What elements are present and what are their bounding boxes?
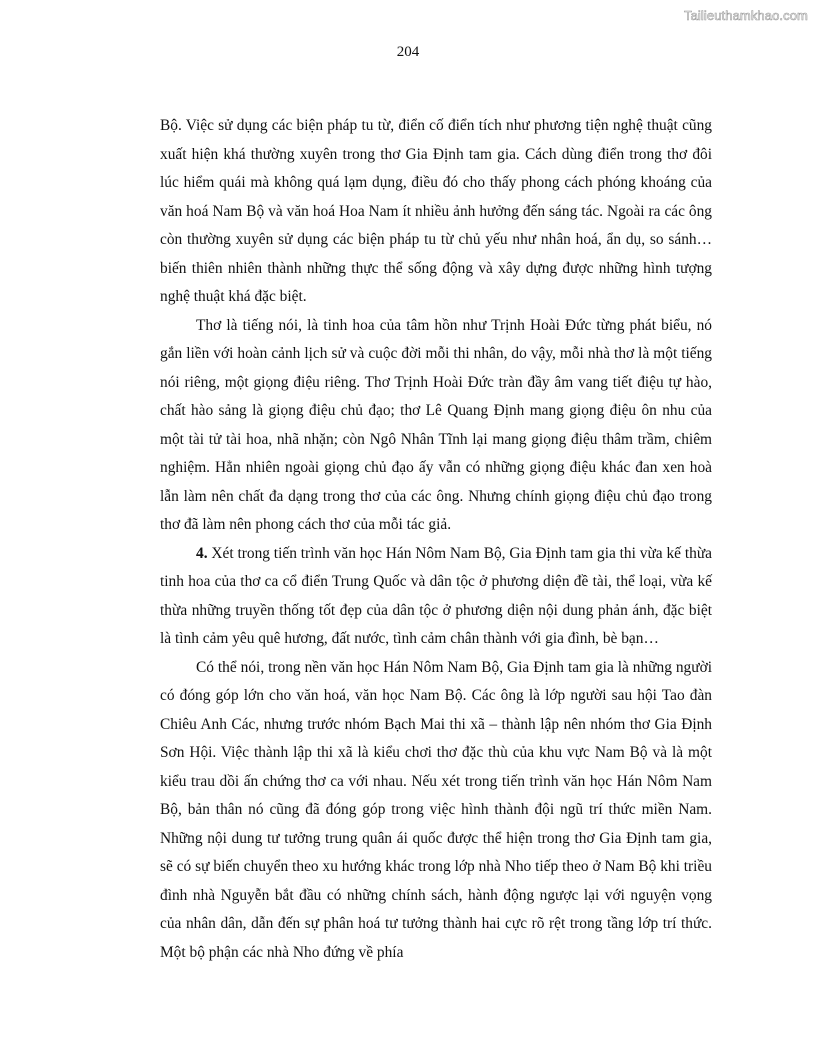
paragraph-3: [160, 540, 712, 654]
section-number: 4.: [196, 544, 208, 562]
paragraph-1: Bộ. Việc sử dụng các biện pháp tu từ, điển cố điển tích như phương tiện nghệ thuật cũng xuất hiện khá thường xuyên trong thơ Gia Định tam gia. Cách dùng điển trong thơ đôi lúc hiểm quái mà không quá lạm dụng, điều đó cho thấy phong cách phóng khoáng của văn hoá Nam Bộ và văn hoá Hoa Nam ít nhiều ảnh hưởng đến sáng tác. Ngoài ra các ông còn thường xuyên sử dụng các biện pháp tu từ chủ yếu như nhân hoá, ẩn dụ, so sánh… biến thiên nhiên thành những thực thể sống động và xây dựng được những hình tượng nghệ thuật khá đặc biệt.: [160, 117, 712, 305]
paragraph-4: Có thể nói, trong nền văn học Hán Nôm Nam Bộ, Gia Định tam gia là những người có đóng góp lớn cho văn hoá, văn học Nam Bộ. Các ông là lớp người sau hội Tao đàn Chiêu Anh Các, nhưng trước nhóm Bạch Mai thi xã – thành lập nên nhóm thơ Gia Định Sơn Hội. Việc thành lập thi xã là kiểu chơi thơ đặc thù của khu vực Nam Bộ và là một kiểu trau dồi ấn chứng thơ ca với nhau. Nếu xét trong tiến trình văn học Hán Nôm Nam Bộ, bản thân nó cũng đã đóng góp trong việc hình thành đội ngũ trí thức miền Nam. Những nội dung tư tưởng trung quân ái quốc được thể hiện trong thơ Gia Định tam gia, sẽ có sự biến chuyển theo xu hướng khác trong lớp nhà Nho tiếp theo ở Nam Bộ khi triều đình nhà Nguyễn bắt đầu có những chính sách, hành động ngược lại với nguyện vọng của nhân dân, dẫn đến sự phân hoá tư tưởng thành hai cực rõ rệt trong tầng lớp trí thức. Một bộ phận các nhà Nho đứng về phía: [160, 658, 712, 961]
page-number: 204: [396, 44, 420, 60]
watermark-text: Tailieuthamkhao.com: [683, 8, 808, 23]
document-body: [160, 112, 712, 967]
paragraph-3-text: Xét trong tiến trình văn học Hán Nôm Nam Bộ, Gia Định tam gia thi vừa kế thừa tinh hoa của thơ ca cổ điển Trung Quốc và dân tộc ở phương diện đề tài, thể loại, vừa kế thừa những truyền thống tốt đẹp của dân tộc ở phương diện nội dung phản ánh, đặc biệt là tình cảm yêu quê hương, đất nước, tình cảm chân thành với gia đình, bè bạn…: [160, 544, 712, 647]
paragraph-2: Thơ là tiếng nói, là tinh hoa của tâm hồn như Trịnh Hoài Đức từng phát biểu, nó gắn liền với hoàn cảnh lịch sử và cuộc đời mỗi thi nhân, do vậy, mỗi nhà thơ là một tiếng nói riêng, một giọng điệu riêng. Thơ Trịnh Hoài Đức tràn đầy âm vang tiết điệu tự hào, chất hào sảng là giọng điệu chủ đạo; thơ Lê Quang Định mang giọng điệu ôn nhu của một tài tử tài hoa, nhã nhặn; còn Ngô Nhân Tĩnh lại mang giọng điệu thâm trầm, chiêm nghiệm. Hẳn nhiên ngoài giọng chủ đạo ấy vẫn có những giọng điệu khác đan xen hoà lẫn làm nên chất đa dạng trong thơ của các ông. Nhưng chính giọng điệu chủ đạo trong thơ đã làm nên phong cách thơ của mỗi tác giả.: [160, 316, 712, 533]
